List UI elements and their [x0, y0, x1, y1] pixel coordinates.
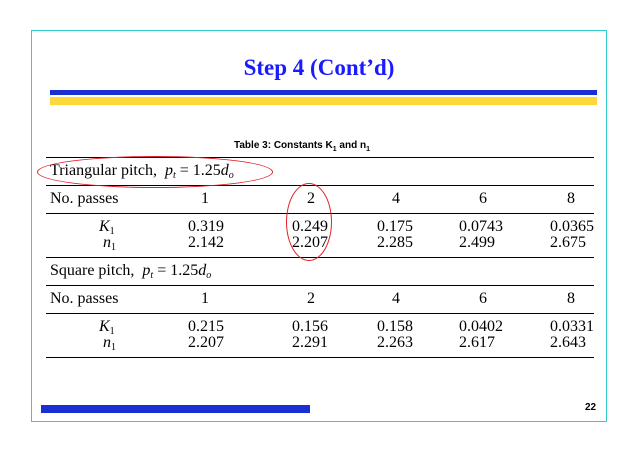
k1-value: 0.0331: [550, 318, 594, 335]
n1-value: 2.142: [188, 234, 224, 251]
table-rule: [46, 285, 594, 286]
passes-value: 8: [567, 190, 575, 207]
k1-value: 0.215: [188, 318, 224, 335]
passes-value: 4: [392, 290, 400, 307]
n1-value: 2.263: [377, 334, 413, 351]
k1-label: $K_1$: [99, 318, 115, 337]
table-rule-bottom: [46, 357, 594, 358]
k1-value: 0.0365: [550, 218, 594, 235]
k1-value: 0.158: [377, 318, 413, 335]
footer-bar: [41, 405, 310, 413]
table-caption: Table 3: Constants $K_1$ and $n_1$: [234, 140, 370, 153]
n1-label: $n_1$: [103, 334, 116, 353]
table-rule: [46, 257, 594, 258]
passes-value: 2: [307, 190, 315, 207]
passes-value: 6: [479, 190, 487, 207]
k1-value: 0.0402: [459, 318, 503, 335]
title-rule-yellow: [50, 97, 597, 105]
passes-label: No. passes: [50, 290, 119, 307]
triangular-pitch-heading: Triangular pitch, $p_t = 1.25d_o$: [50, 162, 234, 181]
n1-value: 2.285: [377, 234, 413, 251]
k1-value: 0.319: [188, 218, 224, 235]
passes-value: 6: [479, 290, 487, 307]
passes-label: No. passes: [50, 190, 119, 207]
two-pass-column-highlight: [286, 183, 332, 261]
square-pitch-heading: Square pitch, $p_t = 1.25d_o$: [50, 262, 212, 281]
n1-value: 2.643: [550, 334, 586, 351]
page-number: 22: [585, 402, 597, 413]
k1-value: 0.0743: [459, 218, 503, 235]
triangular-pitch-highlight: [37, 156, 273, 188]
passes-value: 8: [567, 290, 575, 307]
n1-value: 2.207: [188, 334, 224, 351]
n1-value: 2.675: [550, 234, 586, 251]
table-rule: [46, 313, 594, 314]
passes-value: 1: [201, 190, 209, 207]
k1-value: 0.175: [377, 218, 413, 235]
n1-value: 2.499: [459, 234, 495, 251]
n1-value: 2.207: [292, 234, 328, 251]
n1-value: 2.617: [459, 334, 495, 351]
passes-value: 4: [392, 190, 400, 207]
k1-label: $K_1$: [99, 218, 115, 237]
slide-title: Step 4 (Cont’d): [243, 55, 395, 80]
k1-value: 0.156: [292, 318, 328, 335]
passes-value: 1: [201, 290, 209, 307]
k1-value: 0.249: [292, 218, 328, 235]
title-rule-blue: [50, 90, 597, 95]
n1-label: $n_1$: [103, 234, 116, 253]
n1-value: 2.291: [292, 334, 328, 351]
passes-value: 2: [307, 290, 315, 307]
